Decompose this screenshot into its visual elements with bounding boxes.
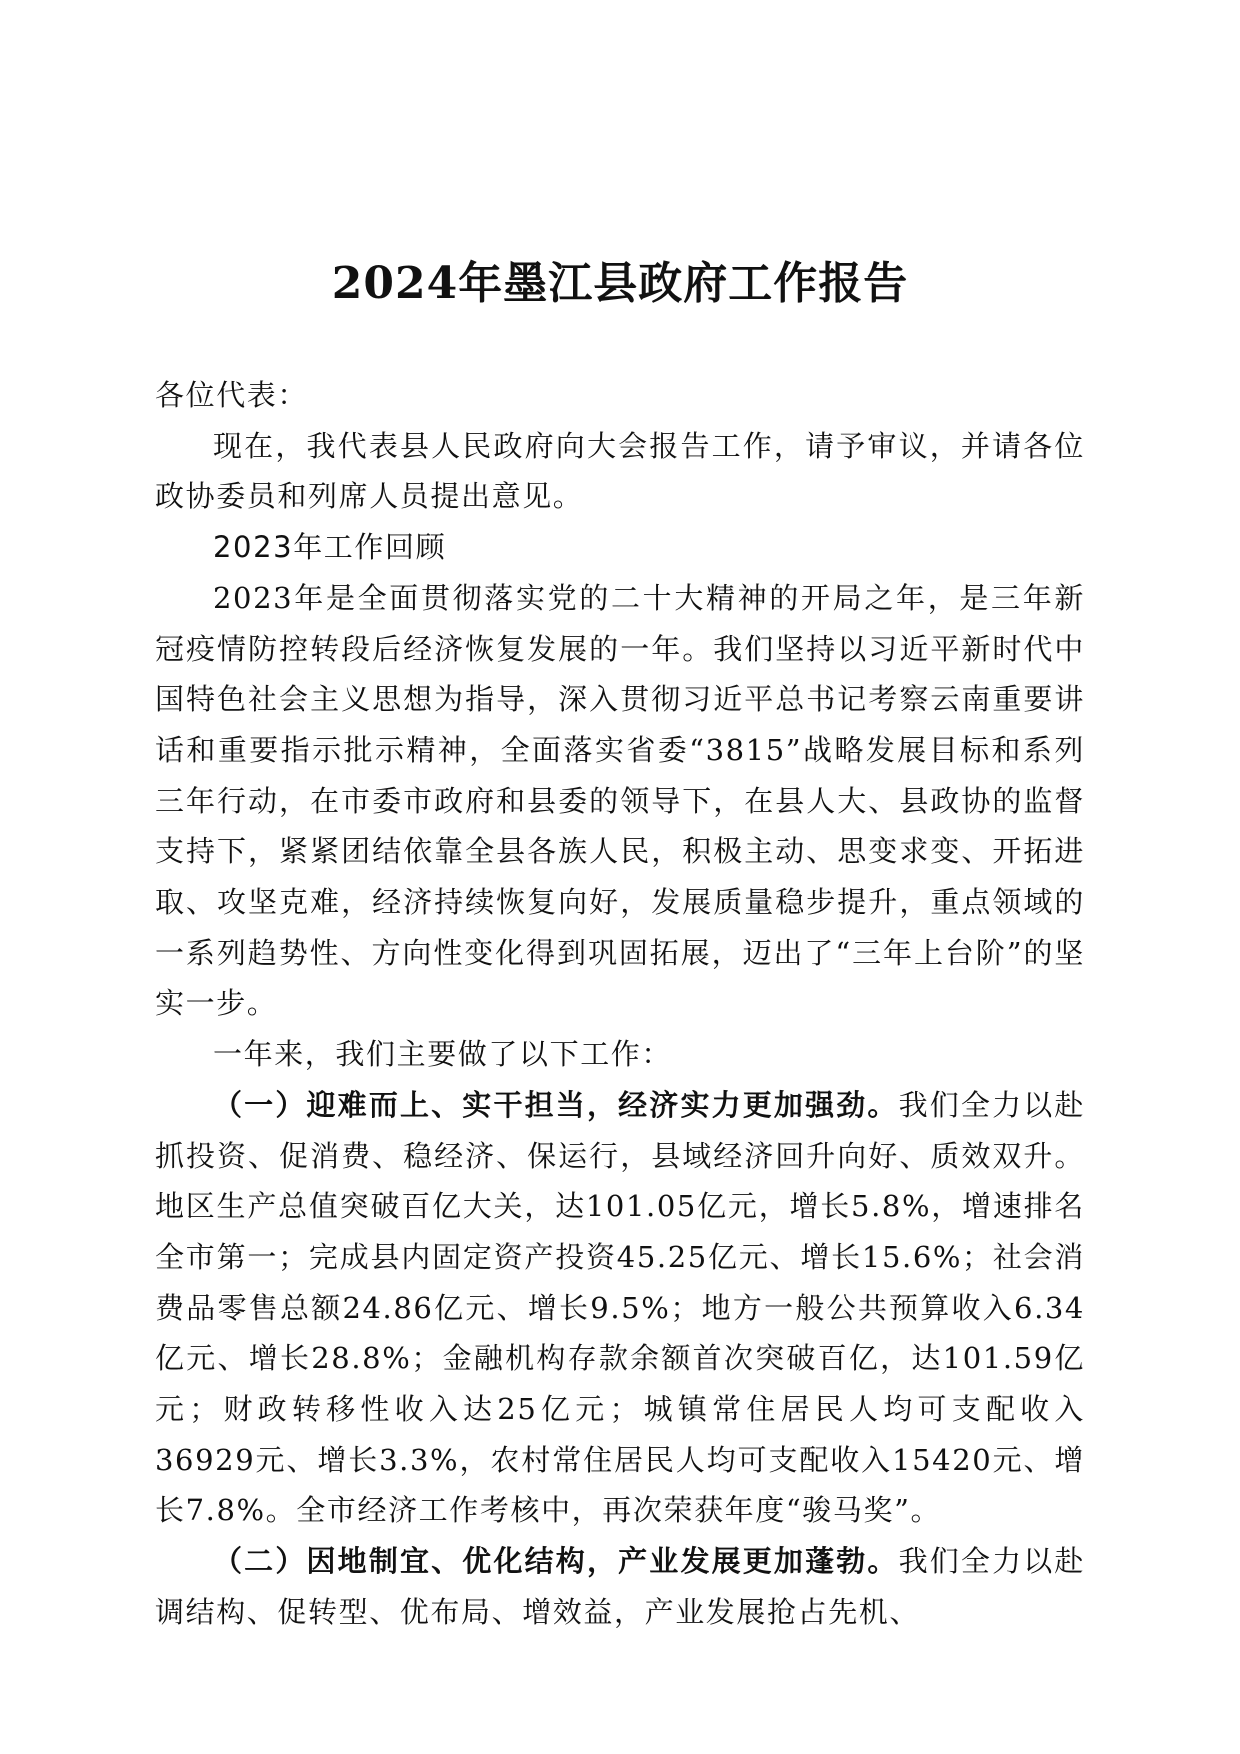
section-heading: 2023年工作回顾: [213, 530, 447, 565]
item-one-paragraph: [155, 1080, 1085, 1536]
review-paragraph: 2023年是全面贯彻落实党的二十大精神的开局之年，是三年新冠疫情防控转段后经济恢复发展的一年。我们坚持以习近平新时代中国特色社会主义思想为指导，深入贯彻习近平总书记考察云南重要讲话和重要指示批示精神，全面落实省委“3815”战略发展目标和系列三年行动，在市委市政府和县委的领导下，在县人大、县政协的监督支持下，紧紧团结依靠全县各族人民，积极主动、思变求变、开拓进取、攻坚克难，经济持续恢复向好，发展质量稳步提升，重点领域的一系列趋势性、方向性变化得到巩固拓展，迈出了“三年上台阶”的坚实一步。: [155, 580, 1085, 1021]
work-intro: 一年来，我们主要做了以下工作：: [213, 1037, 673, 1072]
item-two-lead: （二）因地制宜、优化结构，产业发展更加蓬勃。: [213, 1544, 899, 1579]
document-body: [155, 370, 1085, 1638]
intro-paragraph: 现在，我代表县人民政府向大会报告工作，请予审议，并请各位政协委员和列席人员提出意见。: [155, 428, 1085, 514]
item-two-body: 我们全力以赴调结构、促转型、优布局、增效益，产业发展抢占先机、: [155, 1544, 1085, 1629]
item-one-body: 我们全力以赴抓投资、促消费、稳经济、保运行，县域经济回升向好、质效双升。地区生产总值突破百亿大关，达101.05亿元，增长5.8%，增速排名全市第一；完成县内固定资产投资45.25亿元、增长15.6%；社会消费品零售总额24.86亿元、增长9.5%；地方一般公共预算收入6.34亿元、增长28.8%；金融机构存款余额首次突破百亿，达101.59亿元；财政转移性收入达25亿元；城镇常住居民人均可支配收入36929元、增长3.3%，农村常住居民人均可支配收入15420元、增长7.8%。全市经济工作考核中，再次荣获年度“骏马奖”。: [155, 1087, 1085, 1528]
item-two-paragraph: [155, 1536, 1085, 1637]
item-one-lead: （一）迎难而上、实干担当，经济实力更加强劲。: [213, 1087, 899, 1122]
salutation: 各位代表：: [155, 378, 309, 412]
document-title: 2024年墨江县政府工作报告: [331, 258, 909, 309]
